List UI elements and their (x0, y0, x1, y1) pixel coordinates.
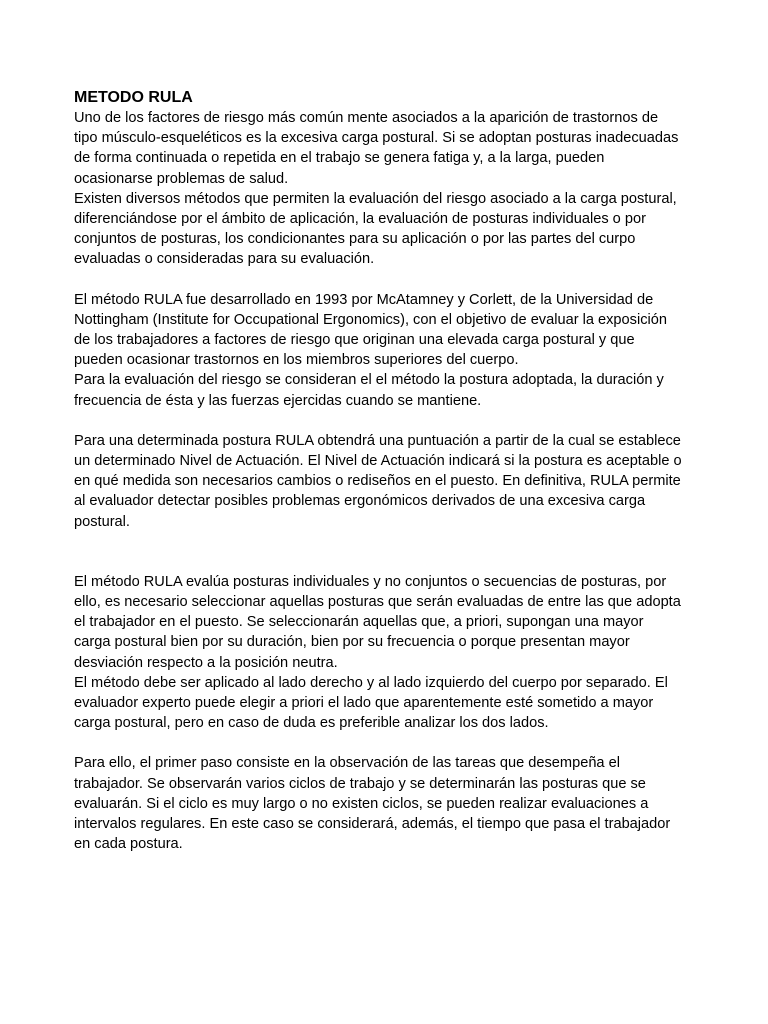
paragraph-methods: Existen diversos métodos que permiten la evaluación del riesgo asociado a la carga postural, diferenciándose por el ámbito de aplicación, la evaluación de posturas individuales o por conjuntos de posturas, los condicionantes para su aplicación o por las partes del curpo evaluadas o consideradas para su evaluación. (74, 190, 677, 268)
paragraph-intro: Uno de los factores de riesgo más común mente asociados a la aparición de trastornos de tipo músculo-esqueléticos es la excesiva carga postural. Si se adoptan posturas inadecuadas de forma continuada o repetida en el trabajo se genera fatiga y, a la larga, pueden ocasionarse problemas de salud. (74, 110, 679, 187)
paragraph-risk-evaluation: Para la evaluación del riesgo se consideran el el método la postura adoptada, la duración y frecuencia de ésta y las fuerzas ejercidas cuando se mantiene. (74, 372, 664, 409)
document-title: METODO RULA (74, 89, 193, 106)
paragraph-action-level: Para una determinada postura RULA obtendrá una puntuación a partir de la cual se establece un determinado Nivel de Actuación. El Nivel de Actuación indicará si la postura es aceptable o en qué medida son necesarios cambios o rediseños en el puesto. En definitiva, RULA permite al evaluador detectar posibles problemas ergonómicos derivados de una excesiva carga postural. (74, 432, 682, 530)
document-page (74, 88, 684, 855)
paragraph-body-sides: El método debe ser aplicado al lado derecho y al lado izquierdo del cuerpo por separado. El evaluador experto puede elegir a priori el lado que aparentemente esté sometido a mayor carga postural, pero en caso de duda es preferible analizar los dos lados. (74, 674, 668, 732)
paragraph-spacer (74, 532, 684, 572)
paragraph-spacer (74, 411, 684, 431)
paragraph-spacer (74, 733, 684, 753)
paragraph-individual-postures: El método RULA evalúa posturas individuales y no conjuntos o secuencias de posturas, por ello, es necesario seleccionar aquellas posturas que serán evaluadas de entre las que adopta el trabajador en el puesto. Se seleccionarán aquellas que, a priori, supongan una mayor carga postural bien por su duración, bien por su frecuencia o porque presentan mayor desviación respecto a la posición neutra. (74, 573, 681, 671)
paragraph-rula-origin: El método RULA fue desarrollado en 1993 por McAtamney y Corlett, de la Universidad de Nottingham (Institute for Occupational Ergonomics), con el objetivo de evaluar la exposición de los trabajadores a factores de riesgo que originan una elevada carga postural y que pueden ocasionar trastornos en los miembros superiores del cuerpo. (74, 291, 667, 369)
paragraph-spacer (74, 270, 684, 290)
paragraph-observation: Para ello, el primer paso consiste en la observación de las tareas que desempeña el trabajador. Se observarán varios ciclos de trabajo y se determinarán las posturas que se evaluarán. Si el ciclo es muy largo o no existen ciclos, se pueden realizar evaluaciones a intervalos regulares. En este caso se considerará, además, el tiempo que pasa el trabajador en cada postura. (74, 755, 671, 853)
